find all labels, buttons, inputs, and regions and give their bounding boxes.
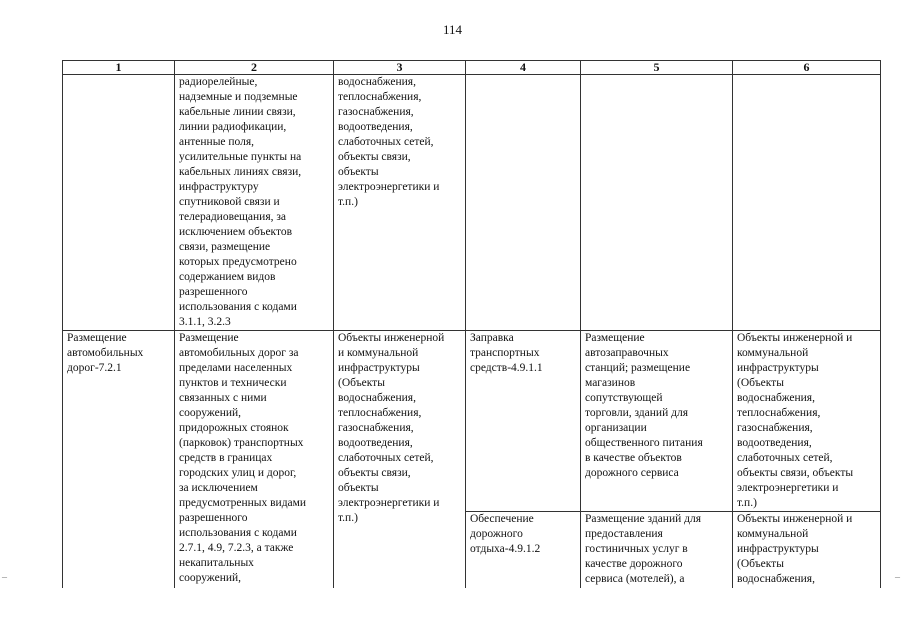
column-header-1: 1 [63, 61, 175, 75]
cell-aux-use-name [466, 75, 581, 331]
cell-infrastructure: водоснабжения, теплоснабжения, газоснабжения, водоотведения, слаботочных сетей, объекты связи, объекты электроэнергетики и т.п.) [334, 75, 466, 331]
cell-aux-infrastructure: Объекты инженерной и коммунальной инфраструктуры (Объекты водоснабжения, [733, 512, 881, 588]
column-header-2: 2 [175, 61, 334, 75]
cell-use-description: радиорелейные, надземные и подземные кабельные линии связи, линии радиофикации, антенные поля, усилительные пункты на кабельных линиях связи, инфраструктуру спутниковой связи и телерадиовещания, за исключением объектов связи, размещение которых предусмотрено содержанием видов разрешенного использования с кодами 3.1.1, 3.2.3 [175, 75, 334, 331]
cell-aux-use-description: Размещение зданий для предоставления гостиничных услуг в качестве дорожного сервиса (мотелей), а [581, 512, 733, 588]
cell-aux-use-name: Заправка транспортных средств-4.9.1.1 [466, 331, 581, 512]
cell-use-name [63, 75, 175, 331]
cell-aux-infrastructure [733, 75, 881, 331]
cell-aux-use-description: Размещение автозаправочных станций; размещение магазинов сопутствующей торговли, зданий для организации общественного питания в качестве объектов дорожного сервиса [581, 331, 733, 512]
column-number-row [63, 61, 881, 75]
column-header-4: 4 [466, 61, 581, 75]
cell-aux-infrastructure: Объекты инженерной и коммунальной инфраструктуры (Объекты водоснабжения, теплоснабжения, газоснабжения, водоотведения, слаботочных сетей, объекты связи, объекты электроэнергетики и т.п.) [733, 331, 881, 512]
column-header-6: 6 [733, 61, 881, 75]
cell-aux-use-name: Обеспечение дорожного отдыха-4.9.1.2 [466, 512, 581, 588]
cell-infrastructure: Объекты инженерной и коммунальной инфраструктуры (Объекты водоснабжения, теплоснабжения, газоснабжения, водоотведения, слаботочных сетей, объекты связи, объекты электроэнергетики и т.п.) [334, 331, 466, 588]
column-header-3: 3 [334, 61, 466, 75]
cell-aux-use-description [581, 75, 733, 331]
scan-edge-mark-right: – [895, 572, 900, 583]
table-row-continued [63, 75, 881, 331]
scan-edge-mark-left: – [2, 572, 7, 583]
cell-use-name: Размещение автомобильных дорог-7.2.1 [63, 331, 175, 588]
cell-use-description: Размещение автомобильных дорог за пределами населенных пунктов и технически связанных с ними сооружений, придорожных стоянок (парковок) транспортных средств в границах городских улиц и дорог, за исключением предусмотренных видами разрешенного использования с кодами 2.7.1, 4.9, 7.2.3, а также некапитальных сооружений, [175, 331, 334, 588]
page-number: 114 [442, 22, 463, 37]
permitted-use-table [62, 60, 881, 588]
column-header-5: 5 [581, 61, 733, 75]
table-row-roads [63, 331, 881, 512]
